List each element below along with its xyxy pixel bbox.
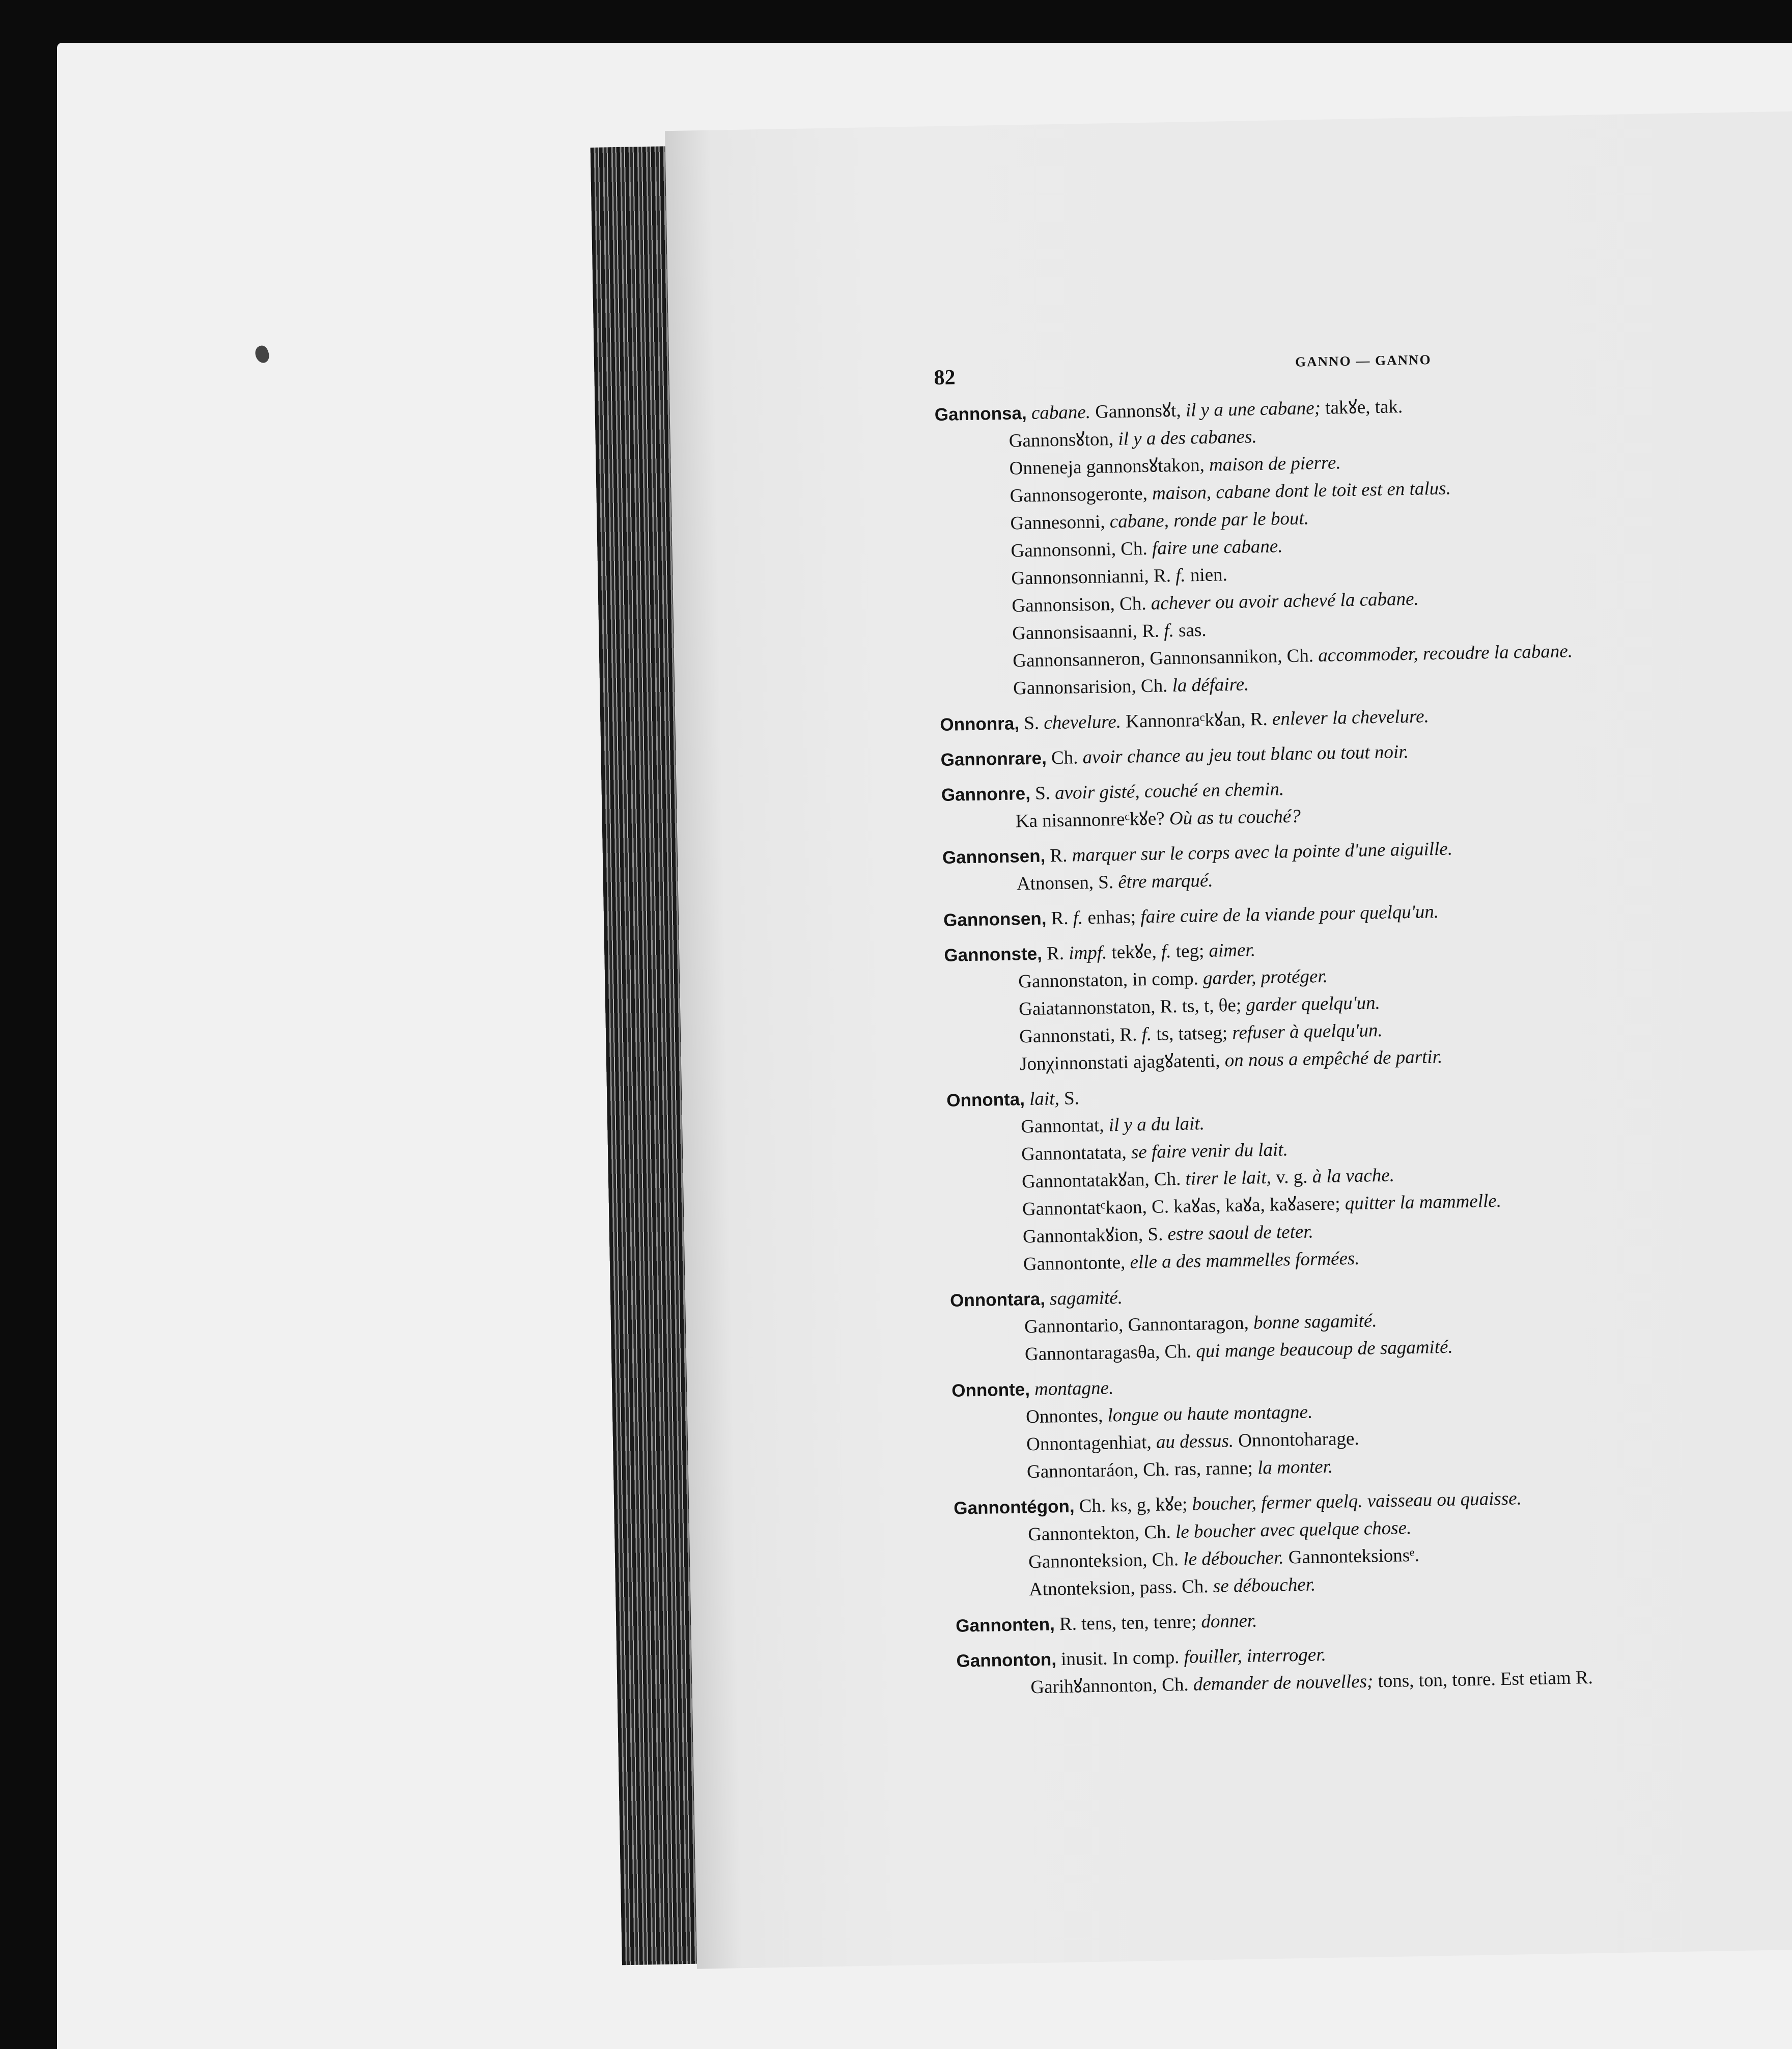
entry-text: Gannontatakꙋan, Ch.: [1021, 1168, 1181, 1193]
headword: Gannonsen,: [943, 908, 1047, 930]
gloss-text: quitter la mammelle.: [1345, 1190, 1502, 1214]
gloss-text: la défaire.: [1172, 674, 1249, 697]
page-paper: [665, 112, 1792, 1969]
entry-text: Ka nisannonreᶜkꙋe?: [1015, 808, 1165, 832]
dictionary-entry: [950, 1273, 1725, 1370]
headword: Onnonra,: [940, 713, 1020, 735]
gloss-text: bonne sagamité.: [1253, 1310, 1377, 1334]
gloss-text: elle a des mammelles formées.: [1130, 1248, 1360, 1273]
headword: Gannonton,: [956, 1649, 1057, 1671]
headword: Gannontégon,: [953, 1496, 1075, 1518]
dictionary-entry: [946, 1073, 1723, 1279]
gloss-text: estre saoul de teter.: [1167, 1221, 1314, 1245]
entry-text: Gannonsanneron, Gannonsannikon, Ch.: [1012, 645, 1314, 672]
dictionary-page: [665, 112, 1792, 1969]
gloss-text: marquer sur le corps avec la pointe d'une aiguille.: [1072, 838, 1453, 866]
gloss-text: accommoder, recoudre la cabane.: [1318, 641, 1573, 667]
entry-text: Gannonstaton, in comp.: [1018, 968, 1199, 992]
entry-text: sas.: [1178, 619, 1207, 641]
gloss-text: il y a des cabanes.: [1118, 426, 1257, 450]
gloss-text: boucher, fermer quelq. vaisseau ou quaisse.: [1192, 1488, 1522, 1515]
gloss-text: f.: [1073, 907, 1083, 929]
dictionary-entry: [944, 928, 1720, 1079]
dictionary-entry: [940, 698, 1714, 739]
dictionary-entry: [942, 830, 1717, 899]
entry-text: R. tens, ten, tenre;: [1059, 1611, 1197, 1635]
gloss-text: longue ou haute montagne.: [1107, 1401, 1313, 1426]
entry-text: Gannontatata,: [1021, 1142, 1127, 1165]
gloss-text: montagne.: [1034, 1377, 1114, 1400]
entry-text: Onnontes,: [1025, 1405, 1103, 1428]
entry-text: ts, tatseg;: [1156, 1022, 1228, 1045]
entry-text: R.: [1051, 907, 1069, 929]
entry-text: Gannonsarision, Ch.: [1013, 675, 1168, 699]
entry-text: Gannontonte,: [1023, 1252, 1126, 1275]
entry-text: Onneneja gannonsꙋtakon,: [1009, 454, 1205, 479]
headword: Onnontara,: [949, 1289, 1046, 1311]
gloss-text: donner.: [1201, 1610, 1257, 1632]
entry-text: Kannonraᶜkꙋan, R.: [1125, 708, 1268, 732]
gloss-text: refuser à quelqu'un.: [1232, 1019, 1383, 1044]
gloss-text: faire une cabane.: [1152, 536, 1283, 559]
gloss-text: se faire venir du lait.: [1131, 1139, 1289, 1163]
headword: Onnonte,: [951, 1379, 1030, 1401]
entry-text: R.: [1046, 943, 1065, 964]
gloss-text: Où as tu couché?: [1169, 806, 1301, 829]
entry-text: R.: [1050, 845, 1068, 867]
entry-text: Onnontagenhiat,: [1026, 1432, 1152, 1455]
gloss-text: maison, cabane dont le toit est en talus.: [1152, 478, 1451, 504]
gloss-text: garder, protéger.: [1202, 965, 1328, 989]
gloss-text: avoir chance au jeu tout blanc ou tout noir.: [1082, 741, 1409, 768]
gloss-text: sagamité.: [1049, 1287, 1123, 1310]
gloss-text: aimer.: [1209, 939, 1256, 961]
gloss-text: enlever la chevelure.: [1272, 706, 1430, 730]
gloss-text: se déboucher.: [1213, 1574, 1316, 1597]
dictionary-entry: [943, 893, 1718, 934]
gloss-text: il y a du lait.: [1108, 1113, 1205, 1136]
entry-text: inusit. In comp.: [1060, 1647, 1180, 1670]
entry-text: Garihꙋannonton, Ch.: [1030, 1674, 1189, 1698]
entry-text: Gannontakꙋion, S.: [1022, 1224, 1163, 1248]
entry-text: Gannonsisaanni, R.: [1012, 620, 1160, 644]
entry-text: takꙋe, tak.: [1325, 396, 1403, 419]
entry-text: tekꙋe,: [1111, 941, 1157, 963]
ink-spot: [253, 344, 271, 365]
entry-text: Gannonteksion, Ch.: [1028, 1549, 1179, 1573]
entry-text: Ch. ks, g, kꙋe;: [1079, 1493, 1188, 1517]
dictionary-entry: [934, 388, 1713, 704]
dictionary-entry: [956, 1634, 1731, 1703]
headword: Gannonsa,: [934, 403, 1027, 425]
gloss-text: fouiller, interroger.: [1184, 1644, 1327, 1668]
entry-first-line: [940, 733, 1715, 774]
gloss-text: être marqué.: [1117, 870, 1213, 893]
entry-text: Gannonteksionsᵉ.: [1288, 1544, 1420, 1568]
gloss-text: f.: [1141, 1023, 1152, 1045]
dictionary-entry: [951, 1364, 1727, 1487]
gloss-text: maison de pierre.: [1209, 452, 1341, 476]
gloss-text: tirer le lait,: [1185, 1167, 1272, 1189]
gloss-text: le boucher avec quelque chose.: [1175, 1517, 1412, 1543]
entry-text: Gannontario, Gannontaragon,: [1024, 1312, 1249, 1338]
headword: Gannonrare,: [940, 748, 1047, 770]
entry-text: enhas;: [1087, 906, 1136, 929]
entry-text: Gannontaragasθa, Ch.: [1024, 1341, 1192, 1365]
gloss-text: on nous a empêché de partir.: [1224, 1046, 1443, 1071]
gloss-text: lait,: [1029, 1088, 1060, 1110]
entry-text: Atnonsen, S.: [1016, 872, 1114, 895]
headword: Gannonste,: [944, 944, 1043, 965]
entry-text: S.: [1063, 1088, 1080, 1109]
entry-text: Gannonstati, R.: [1019, 1024, 1137, 1047]
entry-text: Jonχinnonstati ajagꙋatenti,: [1019, 1050, 1220, 1075]
dictionary-entry: [940, 733, 1715, 774]
headword: Gannonten,: [956, 1614, 1055, 1636]
gloss-text: garder quelqu'un.: [1246, 992, 1381, 1016]
dictionary-entry: [956, 1599, 1730, 1640]
gloss-text: il y a une cabane;: [1185, 397, 1321, 421]
entry-text: Gannontaráon, Ch. ras, ranne;: [1026, 1457, 1253, 1483]
entry-text: nien.: [1190, 564, 1228, 586]
entry-text: S.: [1023, 712, 1040, 734]
page-number: 82: [934, 366, 956, 390]
entry-text: Gannesonni,: [1010, 511, 1105, 534]
entry-text: teg;: [1175, 940, 1205, 962]
gloss-text: la monter.: [1257, 1456, 1333, 1479]
entry-text: Gannonsison, Ch.: [1012, 593, 1146, 617]
entry-list: [934, 388, 1731, 1710]
gloss-text: le déboucher.: [1183, 1547, 1284, 1570]
gloss-text: à la vache.: [1312, 1165, 1395, 1187]
gloss-text: f.: [1175, 565, 1186, 586]
entry-text: Gannonsꙋton,: [1009, 429, 1114, 452]
gloss-text: demander de nouvelles;: [1193, 1671, 1374, 1695]
entry-text: Gannonsꙋt,: [1095, 400, 1182, 423]
gloss-text: au dessus.: [1156, 1430, 1234, 1453]
entry-text: Gannontat,: [1020, 1115, 1104, 1138]
gloss-text: impf.: [1068, 942, 1107, 964]
gloss-text: f.: [1163, 620, 1174, 642]
entry-text: Gaiatannonstaton, R. ts, t, θe;: [1018, 994, 1242, 1020]
entry-first-line: [940, 698, 1714, 739]
entry-text: tons, ton, tonre. Est etiam R.: [1378, 1667, 1593, 1692]
gloss-text: cabane, ronde par le bout.: [1109, 508, 1309, 533]
entry-text: S.: [1034, 783, 1051, 804]
dictionary-entry: [954, 1481, 1729, 1604]
gloss-text: cabane.: [1031, 401, 1091, 424]
entry-text: v. g.: [1275, 1166, 1308, 1188]
gloss-text: f.: [1161, 941, 1171, 962]
entry-text: Gannontatᶜkaon, C. kaꙋas, kaꙋa, kaꙋasere;: [1022, 1193, 1340, 1220]
gloss-text: faire cuire de la viande pour quelqu'un.: [1140, 901, 1439, 928]
headword: Gannonsen,: [942, 846, 1046, 868]
running-head: GANNO — GANNO: [1295, 352, 1432, 370]
gloss-text: avoir gisté, couché en chemin.: [1054, 779, 1284, 804]
gloss-text: achever ou avoir achevé la cabane.: [1151, 588, 1419, 614]
entry-first-line: [943, 893, 1718, 934]
entry-text: Gannontekton, Ch.: [1027, 1521, 1171, 1545]
headword: Gannonre,: [941, 783, 1031, 806]
gloss-text: qui mange beaucoup de sagamité.: [1195, 1336, 1453, 1362]
book: [585, 81, 1792, 2037]
entry-text: Gannonsonni, Ch.: [1011, 538, 1148, 562]
entry-text: Gannonsonnianni, R.: [1011, 565, 1171, 589]
headword: Onnonta,: [946, 1089, 1025, 1111]
entry-text: Ch.: [1051, 747, 1078, 769]
entry-first-line: [956, 1599, 1730, 1640]
entry-text: Atnonteksion, pass. Ch.: [1028, 1576, 1209, 1600]
entry-text: Onnontoharage.: [1238, 1428, 1359, 1452]
gloss-text: chevelure.: [1043, 711, 1122, 734]
entry-text: Gannonsogeronte,: [1010, 483, 1148, 507]
dictionary-entry: [941, 768, 1716, 837]
